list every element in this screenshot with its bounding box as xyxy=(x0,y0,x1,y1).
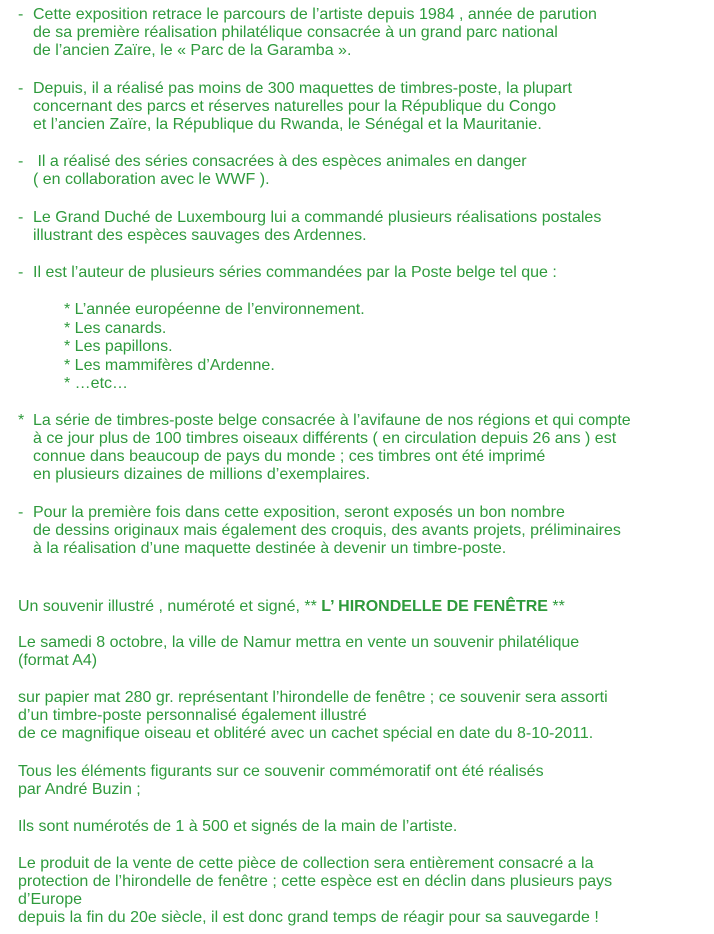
paragraph-2-line-1: Depuis, il a réalisé pas moins de 300 maquettes de timbres-poste, la plupart xyxy=(33,80,572,97)
series-list-item: * …etc… xyxy=(64,375,129,392)
souvenir-heading-suffix: ** xyxy=(547,598,565,615)
paragraph-1-line-3: de l’ancien Zaïre, le « Parc de la Garamba ». xyxy=(33,42,352,59)
series-list-item: * Les papillons. xyxy=(64,338,173,355)
souvenir-heading-title: L’ HIRONDELLE DE FENÊTRE xyxy=(321,598,548,615)
souvenir-text-line: par André Buzin ; xyxy=(18,781,141,798)
souvenir-heading xyxy=(18,598,565,616)
series-list-item: * Les canards. xyxy=(64,320,167,337)
souvenir-text-line: (format A4) xyxy=(18,652,98,669)
souvenir-heading-prefix: Un souvenir illustré , numéroté et signé, ** xyxy=(18,598,322,615)
souvenir-text-line: d’un timbre-poste personnalisé également illustré xyxy=(18,707,367,724)
souvenir-text-line: Ils sont numérotés de 1 à 500 et signés de la main de l’artiste. xyxy=(18,818,458,835)
souvenir-text-line: protection de l’hirondelle de fenêtre ; cette espèce est en déclin dans plusieurs pays xyxy=(18,873,613,890)
paragraph-7-line-2: de dessins originaux mais également des croquis, des avants projets, préliminaires xyxy=(33,522,621,539)
paragraph-6-line-1: La série de timbres-poste belge consacrée à l’avifaune de nos régions et qui compte xyxy=(33,412,631,429)
paragraph-1-line-1: Cette exposition retrace le parcours de l’artiste depuis 1984 , année de parution xyxy=(33,6,597,23)
paragraph-6-line-4: en plusieurs dizaines de millions d’exemplaires. xyxy=(33,466,371,483)
paragraph-7-line-1: Pour la première fois dans cette exposition, seront exposés un bon nombre xyxy=(33,504,565,521)
paragraph-7-marker: - xyxy=(18,504,24,521)
souvenir-text-line: Le produit de la vente de cette pièce de collection sera entièrement consacré a la xyxy=(18,855,594,872)
paragraph-2-marker: - xyxy=(18,80,24,97)
series-list-item: * L’année européenne de l’environnement. xyxy=(64,301,365,318)
paragraph-7-line-3: à la réalisation d’une maquette destinée à devenir un timbre-poste. xyxy=(33,540,507,557)
souvenir-text-line: Tous les éléments figurants sur ce souvenir commémoratif ont été réalisés xyxy=(18,763,544,780)
paragraph-6-marker: * xyxy=(18,412,25,429)
paragraph-1-line-2: de sa première réalisation philatélique consacrée à un grand parc national xyxy=(33,24,558,41)
souvenir-text-line: sur papier mat 280 gr. représentant l’hirondelle de fenêtre ; ce souvenir sera assorti xyxy=(18,689,608,706)
paragraph-6-line-3: connue dans beaucoup de pays du monde ; ces timbres ont été imprimé xyxy=(33,448,546,465)
souvenir-text-line: Le samedi 8 octobre, la ville de Namur mettra en vente un souvenir philatélique xyxy=(18,634,580,651)
paragraph-3-line-2: ( en collaboration avec le WWF ). xyxy=(33,171,270,188)
souvenir-text-line: d’Europe xyxy=(18,891,83,908)
paragraph-4-line-1: Le Grand Duché de Luxembourg lui a commandé plusieurs réalisations postales xyxy=(33,209,602,226)
paragraph-5-marker: - xyxy=(18,264,24,281)
paragraph-5-line-1: Il est l’auteur de plusieurs séries commandées par la Poste belge tel que : xyxy=(33,264,557,281)
paragraph-4-line-2: illustrant des espèces sauvages des Ardennes. xyxy=(33,227,367,244)
paragraph-3-marker: - xyxy=(18,153,24,170)
paragraph-4-marker: - xyxy=(18,209,24,226)
paragraph-3-line-1: Il a réalisé des séries consacrées à des espèces animales en danger xyxy=(33,153,527,170)
paragraph-2-line-3: et l’ancien Zaïre, la République du Rwanda, le Sénégal et la Mauritanie. xyxy=(33,116,542,133)
souvenir-text-line: depuis la fin du 20e siècle, il est donc grand temps de réagir pour sa sauvegarde ! xyxy=(18,909,599,926)
series-list-item: * Les mammifères d’Ardenne. xyxy=(64,357,275,374)
paragraph-6-line-2: à ce jour plus de 100 timbres oiseaux différents ( en circulation depuis 26 ans ) est xyxy=(33,430,617,447)
paragraph-2-line-2: concernant des parcs et réserves naturelles pour la République du Congo xyxy=(33,98,556,115)
souvenir-text-line: de ce magnifique oiseau et oblitéré avec un cachet spécial en date du 8-10-2011. xyxy=(18,725,594,742)
paragraph-1-marker: - xyxy=(18,6,24,23)
